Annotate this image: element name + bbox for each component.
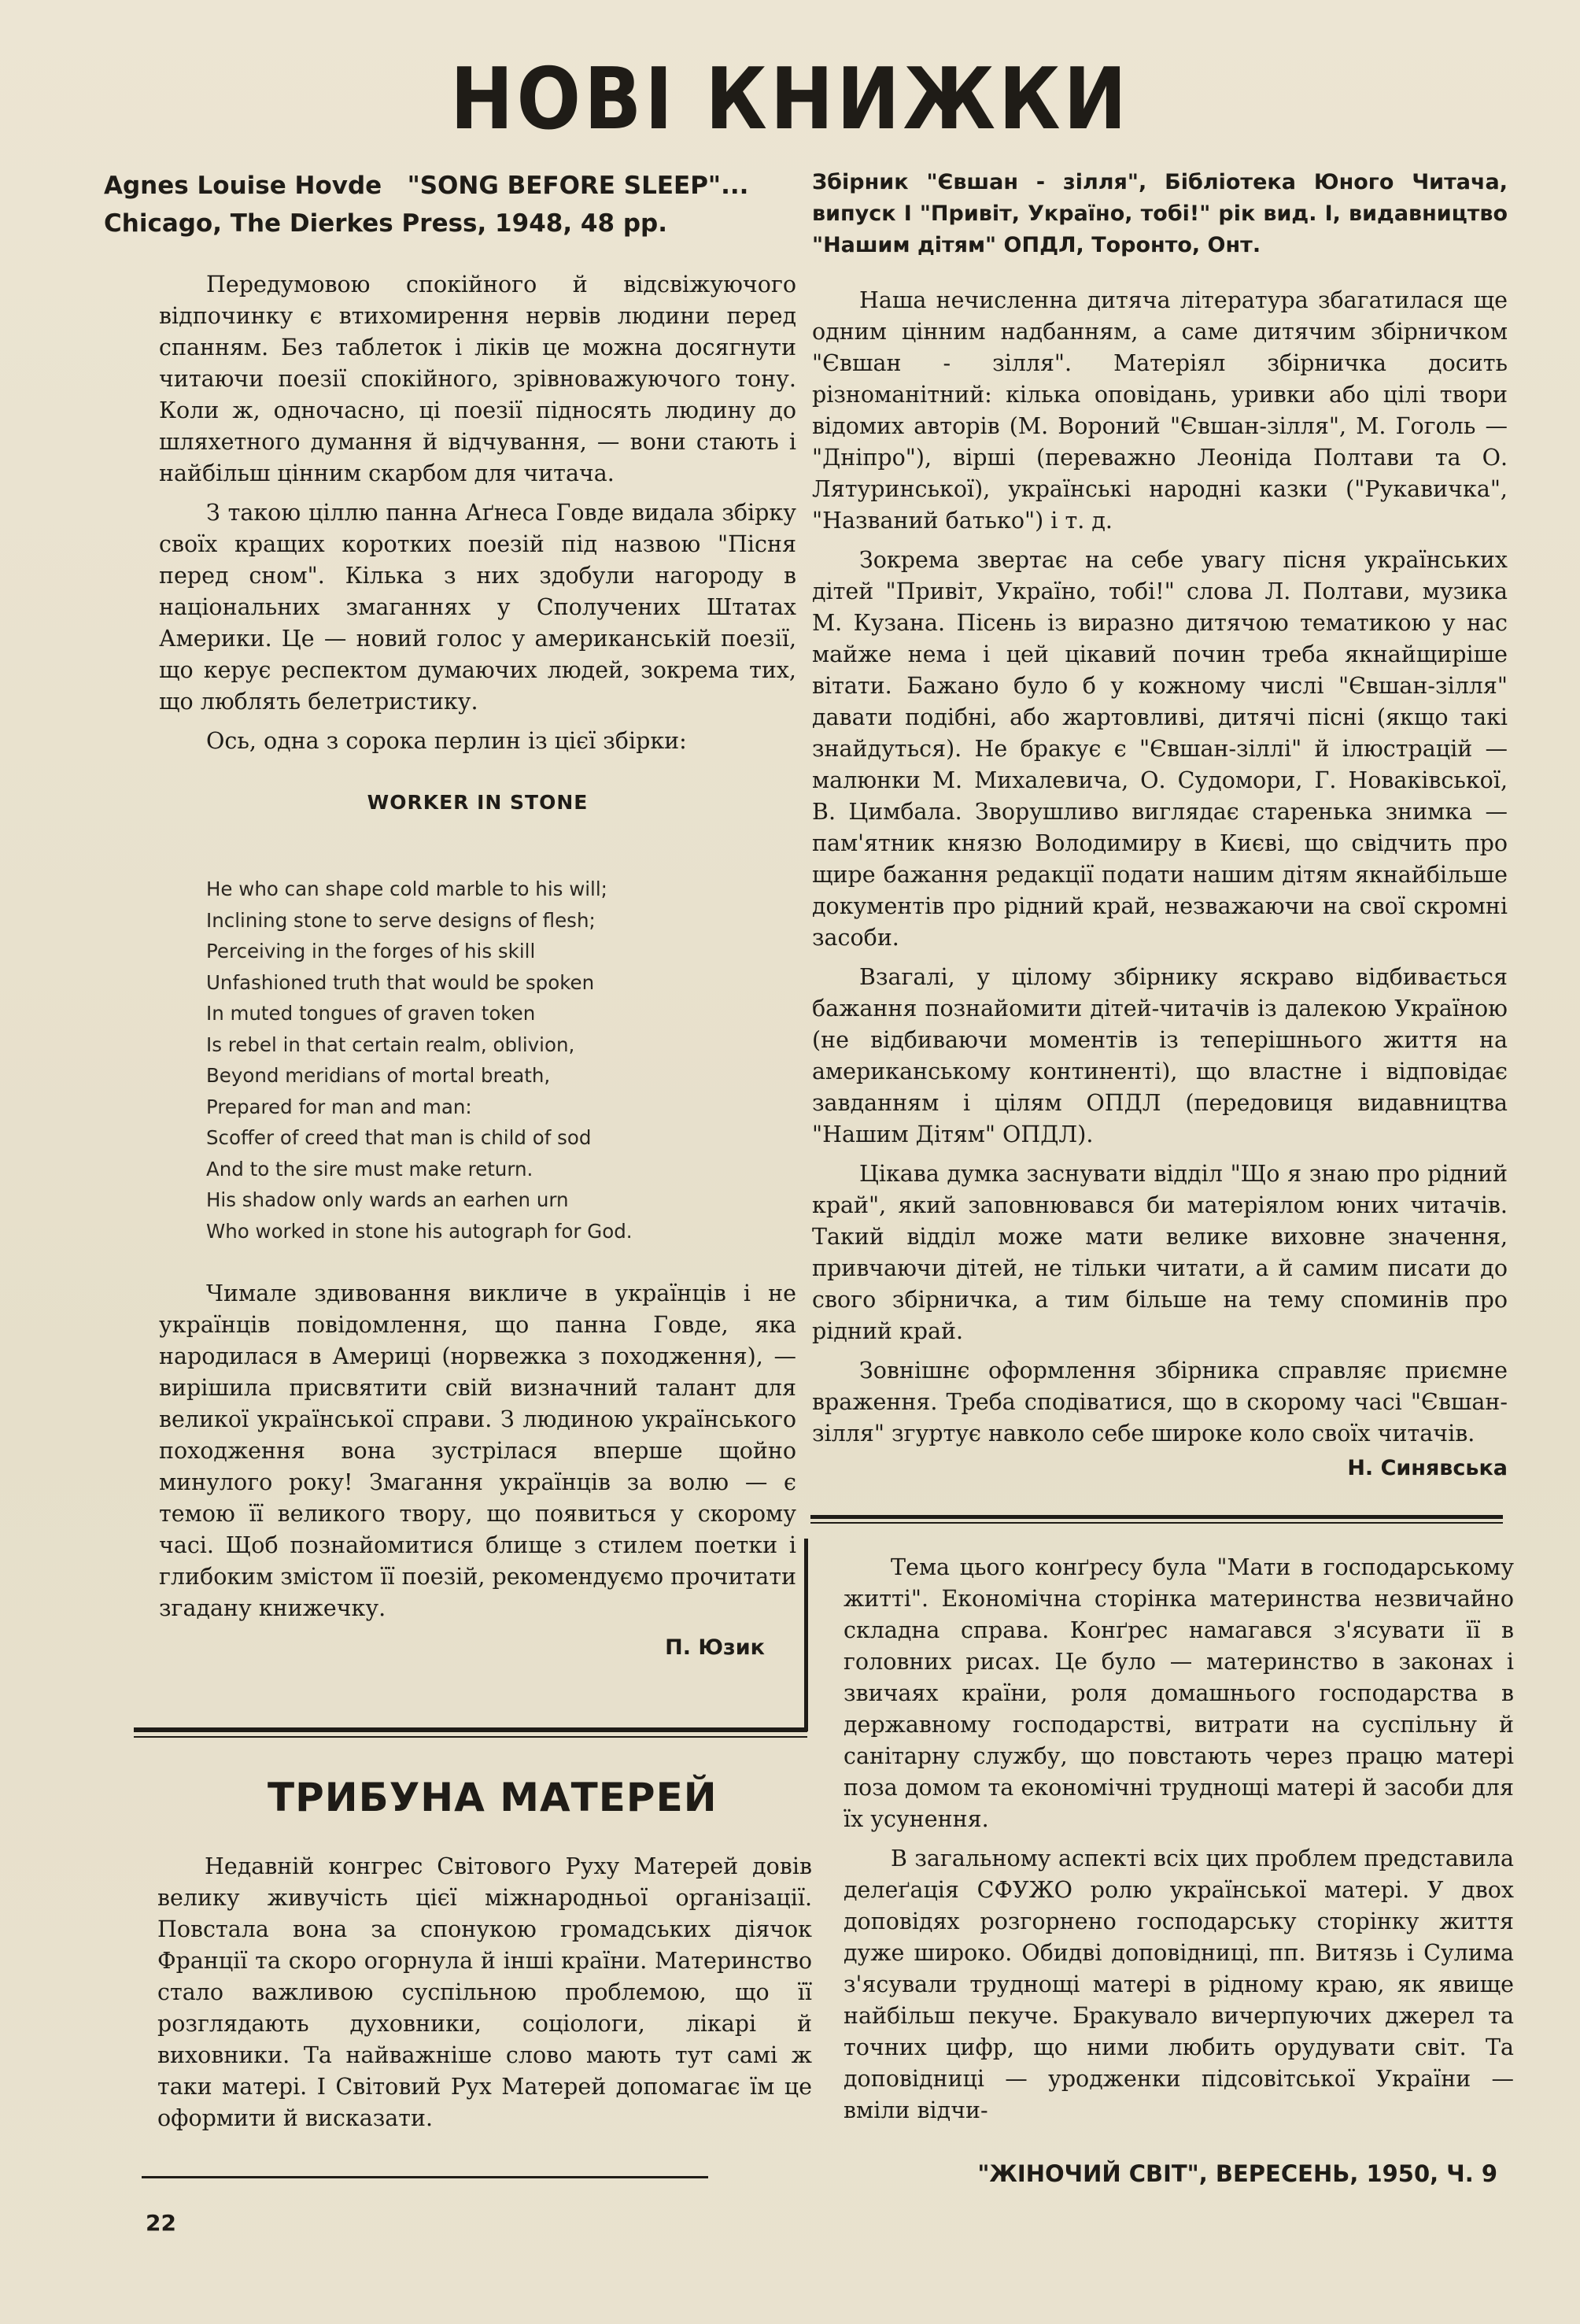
poem-line: Beyond meridians of mortal breath, <box>206 1064 551 1087</box>
poem-line: Inclining stone to serve designs of flesh; <box>206 908 596 932</box>
box-divider-bottom-thin <box>134 1736 807 1738</box>
review-hovde-paragraph: Чимале здивовання викличе в українців і не українців повідомлення, що панна Говде, яка народилася в Америці (норвежка з походження), — вирішила присвятити свій визначний талант для великої української справи. З людиною українського походження вона зустрілася вперше щойно минулого року! Змагання українців за волю — є темою її великого твору, що появиться у скорому часі. Щоб познайомитися блище з стилем поетки і глибоким змістом її поезій, рекомендуємо прочитати згадану книжечку. <box>159 1280 796 1621</box>
poem-line: Perceiving in the forges of his skill <box>206 940 536 962</box>
review-hovde-signature: П. Юзик <box>665 1635 765 1660</box>
review-hovde-paragraph: Ось, одна з сорока перлин із цієї збірки: <box>206 728 687 754</box>
review-yevshan-paragraph: Зовнішнє оформлення збірника справляє приємне враження. Треба сподіватися, що в скорому часі "Євшан-зілля" згуртує навколо себе широке коло своїх читачів. <box>812 1358 1508 1446</box>
poem-line: Scoffer of creed that man is child of sod <box>206 1126 592 1149</box>
tribune-paragraph: Тема цього конґресу була "Мати в господарському житті". Економічна сторінка материнства незвичайно складна справа. Конґрес намагався з'ясувати її в головних рисах. Це було — материнство в законах і звичаях країни, роля домашнього господарства в державному господарстві, витрати на суспільну й санітарну службу, що повстають через працю матері поза домом та економічні труднощі матері й засоби для їх усунення. <box>844 1554 1514 1832</box>
review-yevshan-paragraph: Наша нечисленна дитяча література збагатилася ще одним цінним надбанням, а саме дитячим збірничком "Євшан - зілля". Матеріял збірничка досить різноманітний: кілька оповідань, уривки або цілі твори відомих авторів (М. Вороний "Євшан-зілля", М. Гоголь — "Дніпро"), вірші (переважно Леоніда Полтави та О. Лятуринської), українські народні казки ("Рукавичка", "Названий батько") і т. д. <box>812 287 1508 534</box>
poem-line: Unfashioned truth that would be spoken <box>206 970 595 994</box>
poem-line: He who can shape cold marble to his will; <box>206 878 607 900</box>
tribune-title: ТРИБУНА МАТЕРЕЙ <box>268 1775 718 1820</box>
review-yevshan <box>812 167 1508 1484</box>
tribune-paragraph: Недавній конгрес Світового Руху Матерей довів велику живучість цієї міжнародньої організації. Повстала вона за спонукою громадських діячок Франції та скоро огорнула й інші країни. Материнство стало важливою суспільною проблемою, що її розглядають духовники, соціологи, лікарі й виховники. Та найважніше слово мають тут самі ж таки матері. І Світовий Рух Матерей допомагає їм це оформити й висказати. <box>157 1853 812 2131</box>
review-yevshan-paragraph: Цікава думка заснувати відділ "Що я знаю про рідний край", який заповнювався би матеріялом юних читачів. Такий відділ може мати велике виховне значення, привчаючи дітей, не тільки читати, а й самим писати до свого збірничка, а тим більше на тему споминів про рідний край. <box>812 1161 1508 1344</box>
poem-text <box>206 874 796 1247</box>
page-title: НОВІ КНИЖКИ <box>450 50 1130 149</box>
poem-line: Is rebel in that certain realm, oblivion, <box>206 1033 575 1056</box>
review-yevshan-paragraph: Зокрема звертає на себе увагу пісня українських дітей "Привіт, Україно, тобі!" слова Л. Полтави, музика М. Кузана. Пісень із виразно дитячою тематикою у нас майже нема і цей цікавий почин треба якнайщиріше вітати. Бажано було б у кожному числі "Євшан-зілля" давати подібні, або жартовливі, дитячі пісні (якщо такі знайдуться). Не бракує є "Євшан-зіллі" й ілюстрацій — малюнки М. Михалевича, О. Судомори, Г. Новаківської, В. Цимбала. Зворушливо виглядає старенька знимка — пам'ятник князю Володимиру в Києві, що свідчить про щире бажання редакції подати нашим дітям якнайбільше документів про рідний край, незважаючи на свої скромні засоби. <box>812 547 1508 951</box>
review-hovde-paragraph: З такою ціллю панна Аґнеса Говде видала збірку своїх кращих коротких поезій під назвою "Пісня перед сном". Кілька з них здобули нагороду в національних змаганнях у Сполучених Штатах Америки. Це — новий голос у американській поезії, що керує респектом думаючих людей, зокрема тих, що люблять белетристику. <box>159 500 796 715</box>
page-number: 22 <box>146 2210 176 2236</box>
review-yevshan-heading: Збірник "Євшан - зілля", Бібліотека Юного Читача, випуск І "Привіт, Україно, тобі!" рік вид. І, видавництво "Нашим дітям" ОПДЛ, Торонто, Онт. <box>812 170 1508 257</box>
review-hovde-heading <box>104 167 796 242</box>
tribune-paragraph: В загальному аспекті всіх цих проблем представила делеґація СФУЖО ролю української матері. У двох доповідях розгорнено господарську сторінку життя дуже широко. Обидві доповідниці, пп. Витязь і Сулима з'ясували труднощі матері в рідному краю, як явище найбільш пекуче. Бракувало вичерпуючих джерел та точних цифр, що ними любить орудувати світ. Та доповідниці — уродженки підсовітської України — вміли відчи- <box>844 1846 1514 2123</box>
poem-line: Prepared for man and man: <box>206 1095 472 1118</box>
box-divider-vertical <box>804 1539 808 1731</box>
box-divider-top-thin <box>810 1522 1503 1524</box>
tribune-left <box>157 1851 812 2142</box>
review-hovde-paragraph: Передумовою спокійного й відсвіжуючого відпочинку є втихомирення нервів людини перед спанням. Без таблеток і ліків це можна досягнути читаючи поезії спокійного, зрівноважуючого тону. Коли ж, одночасно, ці поезії підносять людину до шляхетного думання й відчування, — вони стають і найбільш цінним скарбом для читача. <box>159 272 796 486</box>
poem-title: WORKER IN STONE <box>367 791 589 814</box>
review-yevshan-paragraph: Взагалі, у цілому збірнику яскраво відбивається бажання познайомити дітей-читачів із далекою Україною (не відбиваючи моментів із теперішнього життя на американському континенті), що властне і відповідає завданням і цілям ОПДЛ (передовиця видавництва "Нашим Дітям" ОПДЛ). <box>812 964 1508 1147</box>
poem-line: In muted tongues of graven token <box>206 1002 536 1025</box>
review-hovde-heading-line1: Agnes Louise Hovde "SONG BEFORE SLEEP"... <box>104 172 749 200</box>
review-hovde-heading-line2: Chicago, The Dierkes Press, 1948, 48 pp. <box>104 209 667 238</box>
tribune-right <box>844 1552 1514 2134</box>
box-divider-bottom <box>134 1727 807 1732</box>
footer-publication: "ЖІНОЧИЙ СВІТ", ВЕРЕСЕНЬ, 1950, Ч. 9 <box>977 2160 1497 2187</box>
footer-rule <box>142 2176 708 2178</box>
poem-line: Who worked in stone his autograph for God. <box>206 1219 633 1243</box>
review-hovde <box>104 167 796 1664</box>
box-divider-top <box>810 1515 1503 1519</box>
poem-line: His shadow only wards an earhen urn <box>206 1188 569 1211</box>
review-yevshan-signature: Н. Синявська <box>1347 1456 1508 1480</box>
poem-line: And to the sire must make return. <box>206 1157 533 1180</box>
